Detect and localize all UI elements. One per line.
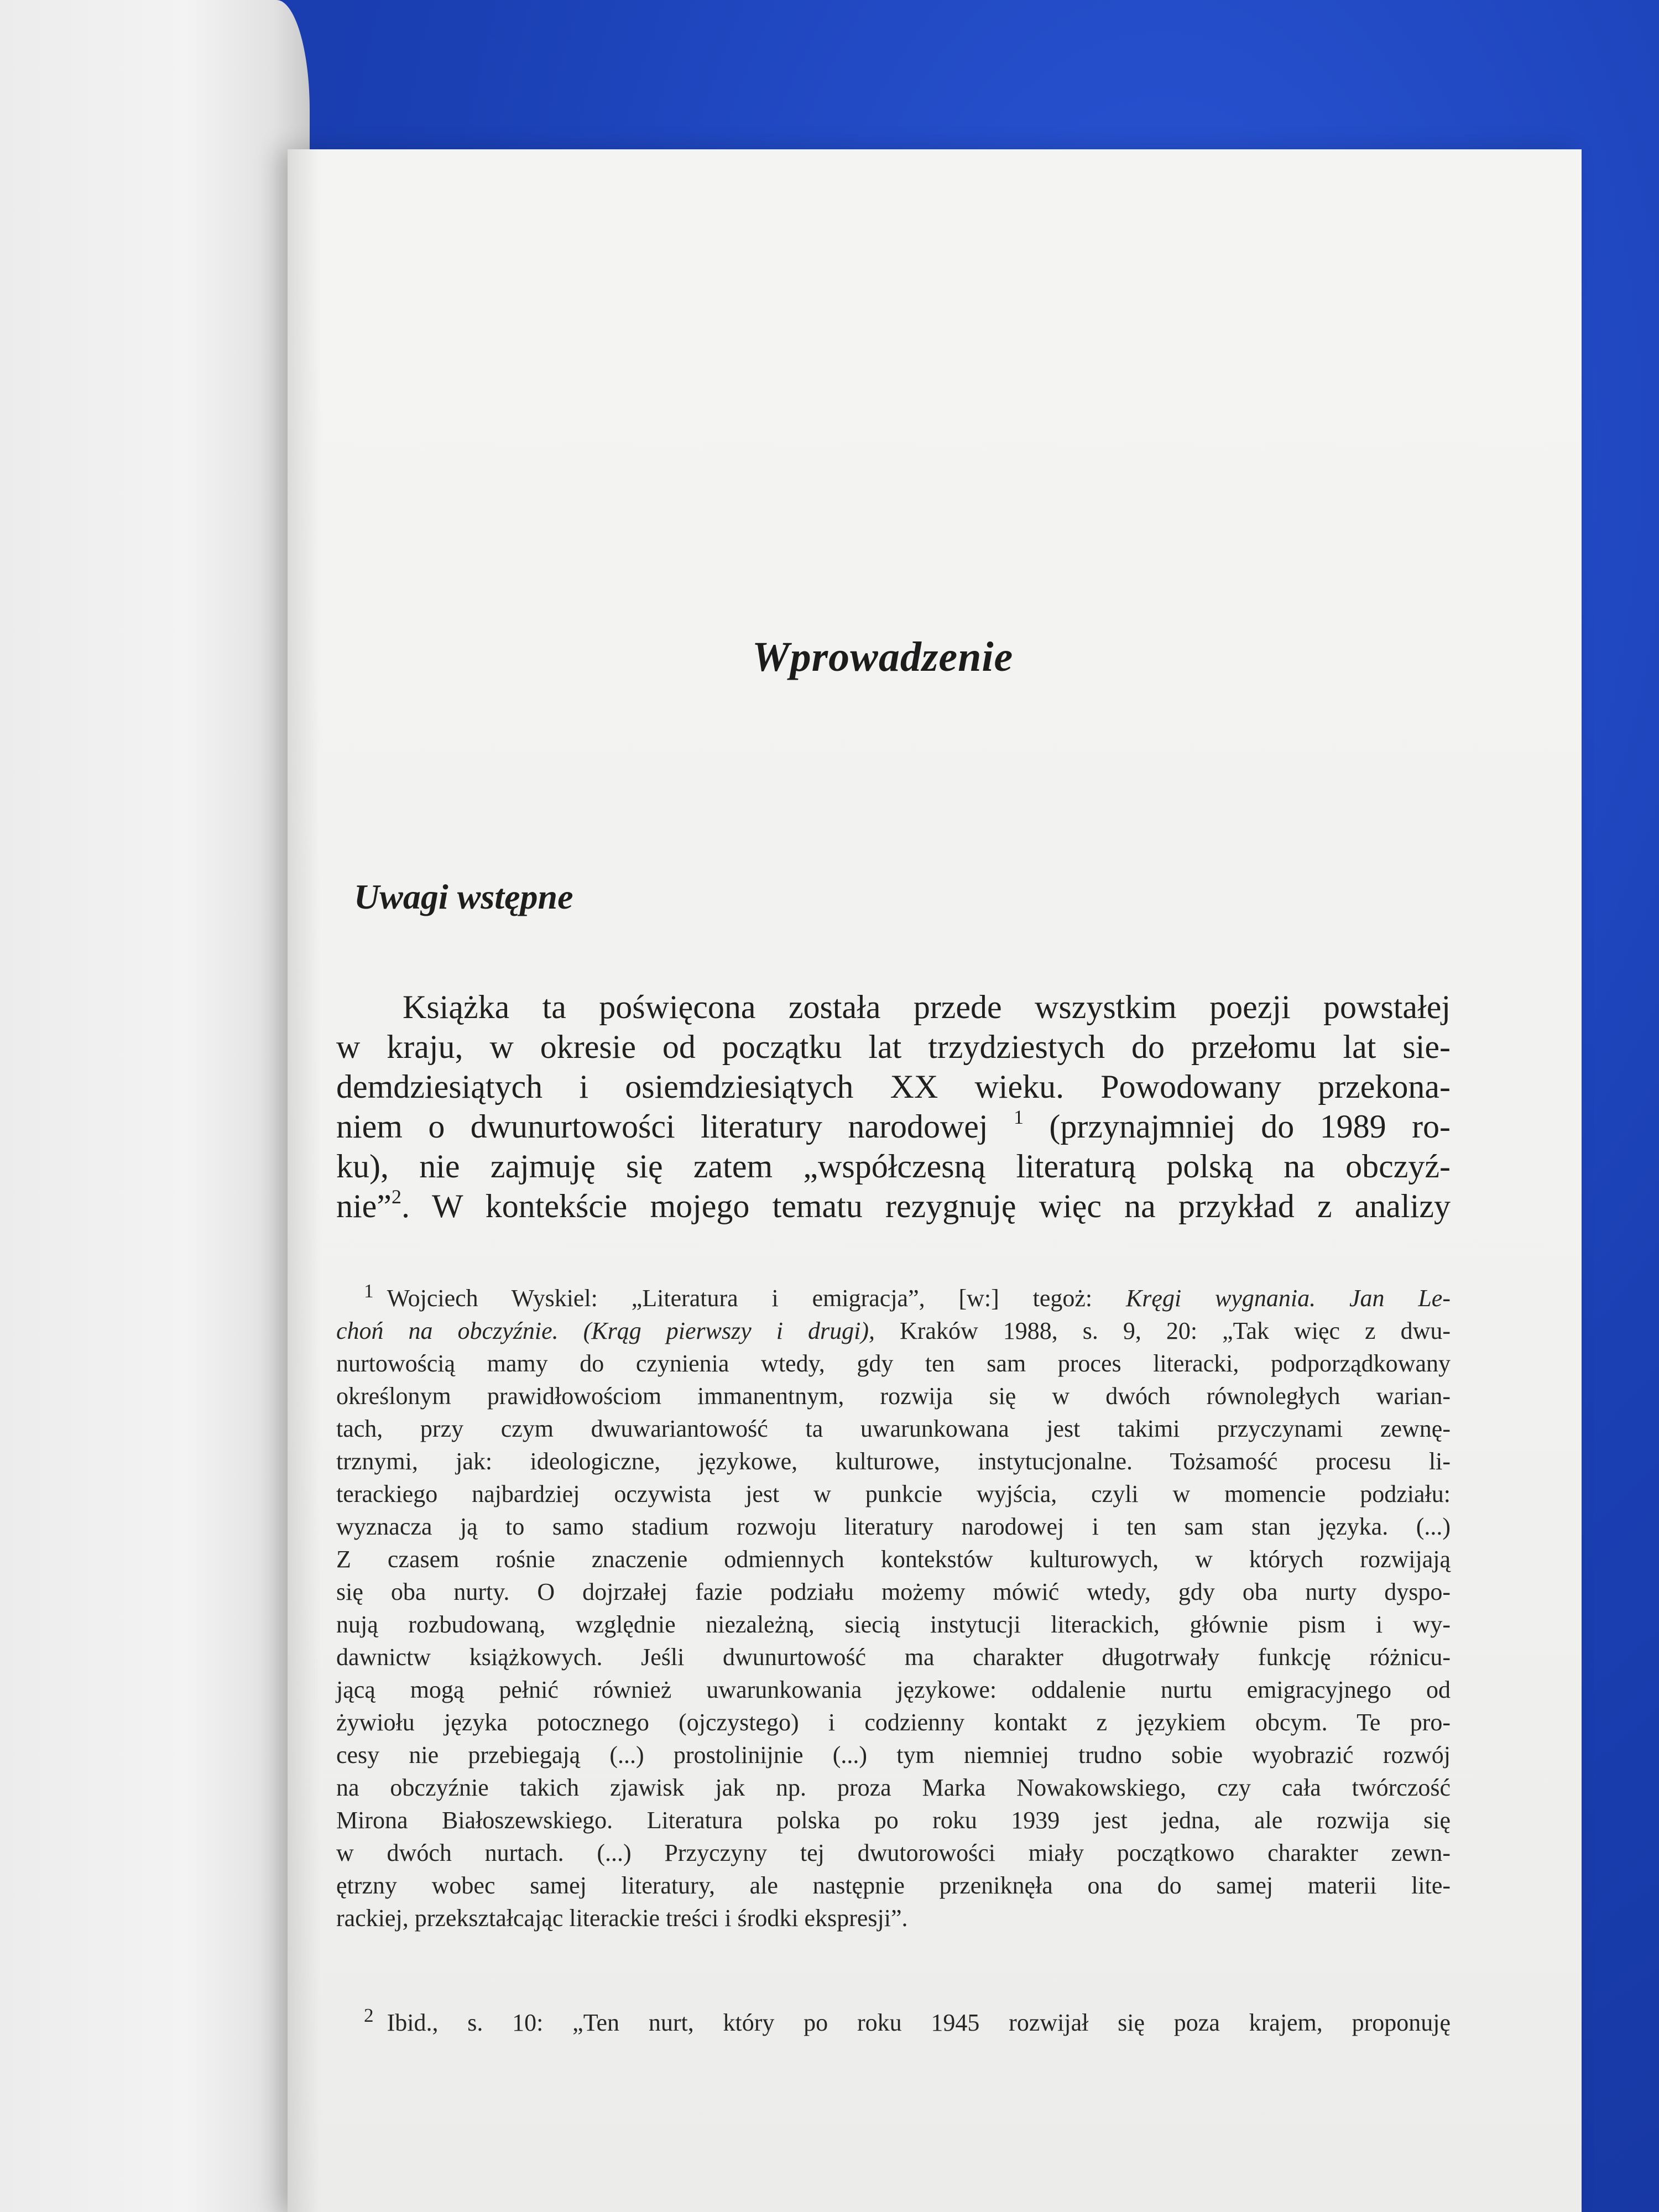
footnote-line: ętrzny wobec samej literatury, ale następnie przeniknęła ona do samej materii lite-	[336, 1871, 1451, 1899]
footnote-line: trznymi, jak: ideologiczne, językowe, kulturowe, instytucjonalne. Tożsamość procesu li-	[336, 1447, 1451, 1475]
text-fragment: Ibid., s. 10: „Ten nurt, który po roku 1945 rozwijał się poza krajem, proponuję	[387, 2008, 1451, 2036]
reverse-side-showthrough	[348, 310, 1454, 492]
footnote-ref-1: 1	[1014, 1105, 1024, 1128]
main-paragraph	[336, 987, 1451, 1226]
footnote-line: nują rozbudowaną, względnie niezależną, siecią instytucji literackich, głównie pism i wy-	[336, 1610, 1451, 1638]
text-fragment: nie”	[336, 1188, 392, 1224]
text-line: Książka ta poświęcona została przede wszystkim poezji powstałej	[403, 989, 1451, 1025]
footnote-line: terackiego najbardziej oczywista jest w punkcie wyjścia, czyli w momencie podziału:	[336, 1480, 1451, 1507]
section-title: Uwagi wstępne	[354, 877, 573, 916]
left-page	[0, 0, 310, 2212]
footnote-1	[336, 1275, 1451, 1934]
text-line: demdziesiątych i osiemdziesiątych XX wieku. Powodowany przekona-	[336, 1068, 1451, 1105]
chapter-title: Wprowadzenie	[752, 634, 1014, 680]
left-page-showthrough	[83, 830, 315, 1267]
footnote-line	[336, 1314, 1451, 1347]
footnote-line: dawnictw książkowych. Jeśli dwunurtowość ma charakter długotrwały funkcję różnicu-	[336, 1643, 1451, 1671]
footnote-line: się oba nurty. O dojrzałej fazie podziału możemy mówić wtedy, gdy oba nurty dyspo-	[336, 1578, 1451, 1605]
footnote-line: rackiej, przekształcając literackie treści i środki ekspresji”.	[336, 1904, 908, 1932]
footnote-line: w dwóch nurtach. (...) Przyczyny tej dwutorowości miały początkowo charakter zewn-	[336, 1839, 1451, 1866]
text-fragment: (przynajmniej do 1989 ro-	[1049, 1108, 1451, 1145]
footnote-line	[336, 1999, 1451, 2039]
book-title-fragment: choń na obczyźnie. (Krąg pierwszy i drugi),	[336, 1317, 875, 1344]
footnote-line: Z czasem rośnie znaczenie odmiennych kontekstów kulturowych, w których rozwijają	[336, 1545, 1451, 1573]
footnote-line	[336, 1275, 1451, 1314]
footnote-2	[336, 1999, 1451, 2039]
footnote-number: 1	[364, 1280, 374, 1302]
footnote-line: jącą mogą pełnić również uwarunkowania językowe: oddalenie nurtu emigracyjnego od	[336, 1676, 1451, 1703]
footnote-line: wyznacza ją to samo stadium rozwoju literatury narodowej i ten sam stan języka. (...)	[336, 1512, 1451, 1540]
text-fragment: Kraków 1988, s. 9, 20: „Tak więc z dwu-	[900, 1317, 1451, 1344]
footnote-line: żywiołu języka potocznego (ojczystego) i codzienny kontakt z językiem obcym. Te pro-	[336, 1708, 1451, 1736]
text-line: ku), nie zajmuję się zatem „współczesną literaturą polską na obczyź-	[336, 1148, 1451, 1185]
footnote-ref-2: 2	[391, 1185, 401, 1208]
book-gutter-shadow	[288, 149, 321, 2212]
text-fragment: Wojciech Wyskiel: „Literatura i emigracja”, [w:] tegoż:	[387, 1284, 1093, 1312]
text-line	[336, 1186, 1451, 1226]
footnote-line: Mirona Białoszewskiego. Literatura polska po roku 1939 jest jedna, ale rozwija się	[336, 1806, 1451, 1834]
text-line: w kraju, w okresie od początku lat trzydziestych do przełomu lat sie-	[336, 1029, 1451, 1065]
text-line	[336, 1107, 1451, 1146]
footnote-line: nurtowością mamy do czynienia wtedy, gdy ten sam proces literacki, podporządkowany	[336, 1349, 1451, 1377]
footnote-line: określonym prawidłowościom immanentnym, rozwija się w dwóch równoległych warian-	[336, 1382, 1451, 1410]
text-fragment: niem o dwunurtowości literatury narodowej	[336, 1108, 988, 1145]
footnote-number: 2	[364, 2005, 374, 2026]
footnote-line: na obczyźnie takich zjawisk jak np. proza Marka Nowakowskiego, czy cała twórczość	[336, 1773, 1451, 1801]
text-fragment: . W kontekście mojego tematu rezygnuję więc na przykład z analizy	[401, 1188, 1451, 1224]
book-title-fragment: Kręgi wygnania. Jan Le-	[1125, 1284, 1451, 1312]
footnote-line: cesy nie przebiegają (...) prostolinijnie (...) tym niemniej trudno sobie wyobrazić rozwój	[336, 1741, 1451, 1768]
footnote-line: tach, przy czym dwuwariantowość ta uwarunkowana jest takimi przyczynami zewnę-	[336, 1415, 1451, 1442]
